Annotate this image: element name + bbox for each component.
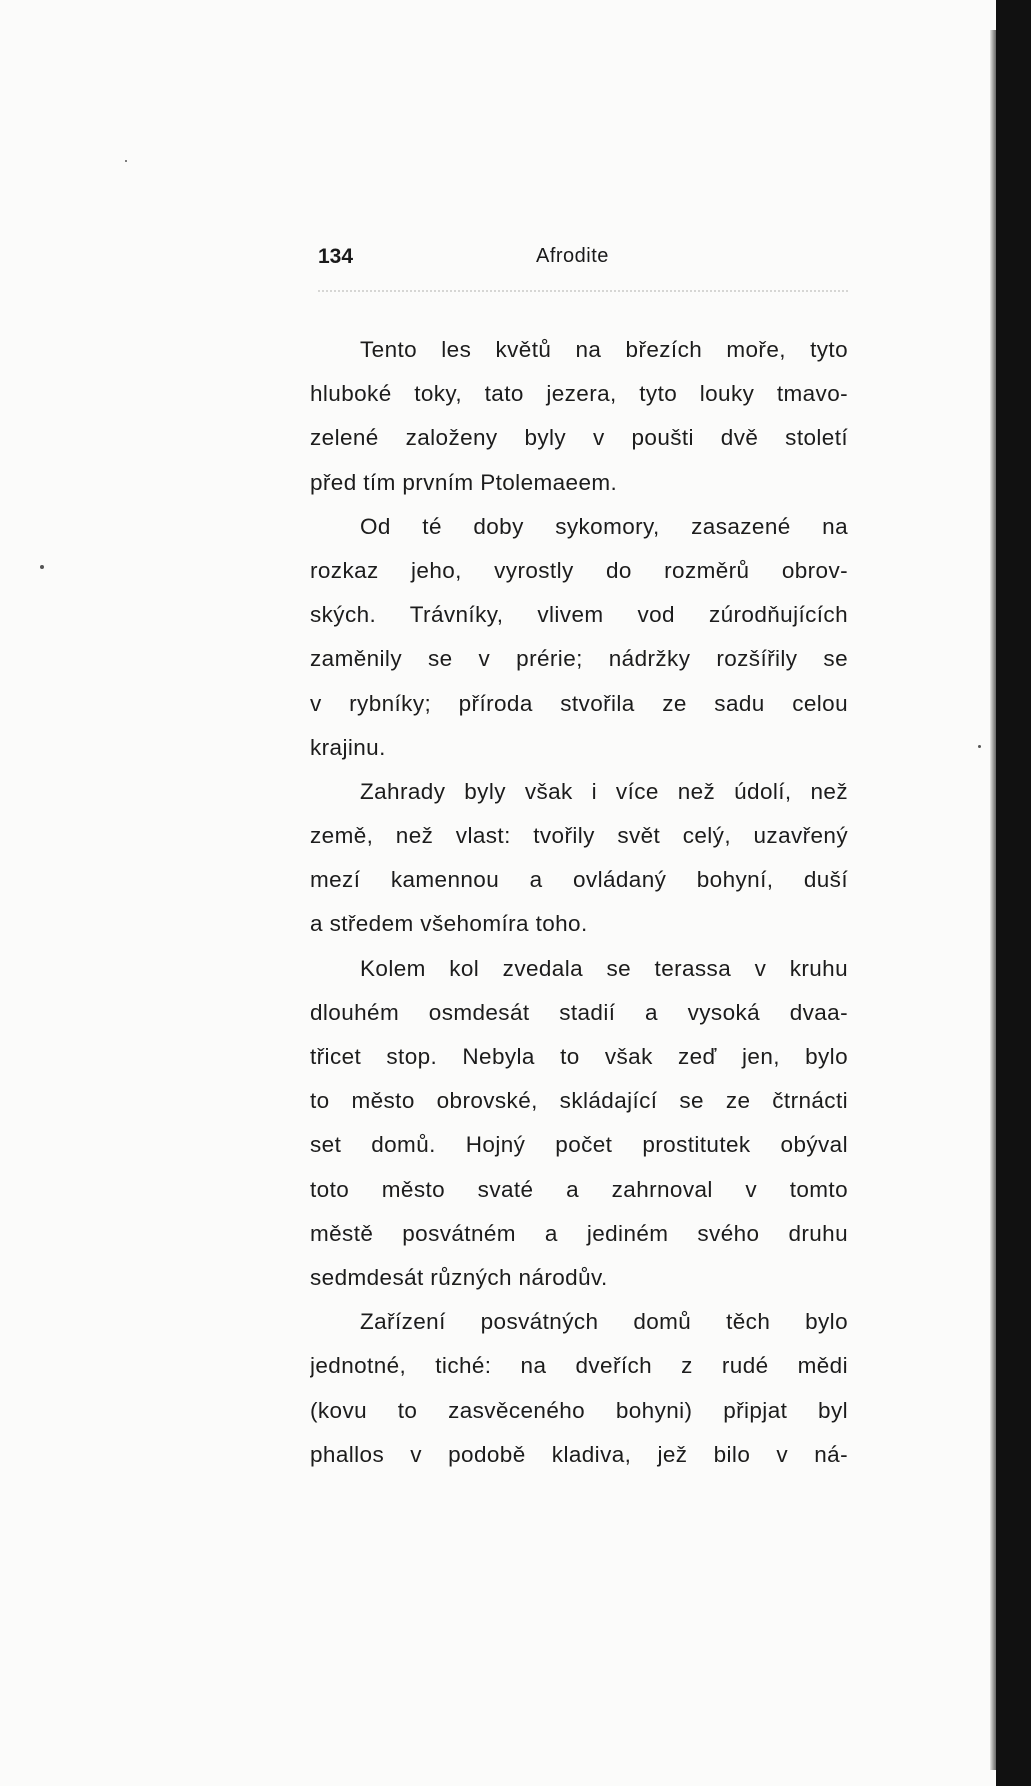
- book-edge: [996, 0, 1031, 1786]
- text-line: Zařízení posvátných domů těch bylo: [360, 1309, 848, 1335]
- text-line: zaměnily se v prérie; nádržky rozšířily se: [310, 646, 848, 672]
- text-line: Kolem kol zvedala se terassa v kruhu: [360, 955, 848, 981]
- text-line: hluboké toky, tato jezera, tyto louky tmavo-: [310, 381, 848, 407]
- text-line: Zahrady byly však i více než údolí, než: [360, 778, 848, 804]
- text-line: ských. Trávníky, vlivem vod zúrodňujících: [310, 602, 848, 628]
- text-line: v rybníky; příroda stvořila ze sadu celou: [310, 690, 848, 716]
- text-line: mezí kamennou a ovládaný bohyní, duší: [310, 867, 848, 893]
- header-divider: [318, 290, 848, 292]
- text-line: zelené založeny byly v poušti dvě století: [310, 425, 848, 451]
- text-line: jednotné, tiché: na dveřích z rudé mědi: [310, 1353, 848, 1379]
- text-line: Od té doby sykomory, zasazené na: [360, 513, 848, 539]
- page-number: 134: [318, 245, 354, 268]
- text-line: třicet stop. Nebyla to však zeď jen, bylo: [310, 1044, 848, 1069]
- text-line: to město obrovské, skládající se ze čtrnácti: [310, 1088, 848, 1114]
- body-text: [310, 328, 848, 1477]
- text-line: před tím prvním Ptolemaeem.: [310, 469, 618, 495]
- text-line: toto město svaté a zahrnoval v tomto: [310, 1176, 848, 1202]
- text-line: Tento les květů na březích moře, tyto: [360, 337, 848, 362]
- text-line: rozkaz jeho, vyrostly do rozměrů obrov-: [310, 557, 848, 583]
- text-line: (kovu to zasvěceného bohyni) připjat byl: [310, 1397, 848, 1423]
- text-line: dlouhém osmdesát stadií a vysoká dvaa-: [310, 999, 848, 1025]
- text-line: sedmdesát různých národův.: [310, 1264, 608, 1290]
- text-line: krajinu.: [310, 734, 386, 760]
- text-line: phallos v podobě kladiva, jež bilo v ná-: [310, 1441, 848, 1467]
- running-title: Afrodite: [536, 245, 609, 267]
- text-line: set domů. Hojný počet prostitutek obýval: [310, 1132, 848, 1158]
- text-line: městě posvátném a jediném svého druhu: [310, 1220, 848, 1246]
- text-line: země, než vlast: tvořily svět celý, uzavřený: [310, 823, 848, 849]
- text-line: a středem všehomíra toho.: [310, 911, 588, 937]
- page-header: [318, 245, 848, 275]
